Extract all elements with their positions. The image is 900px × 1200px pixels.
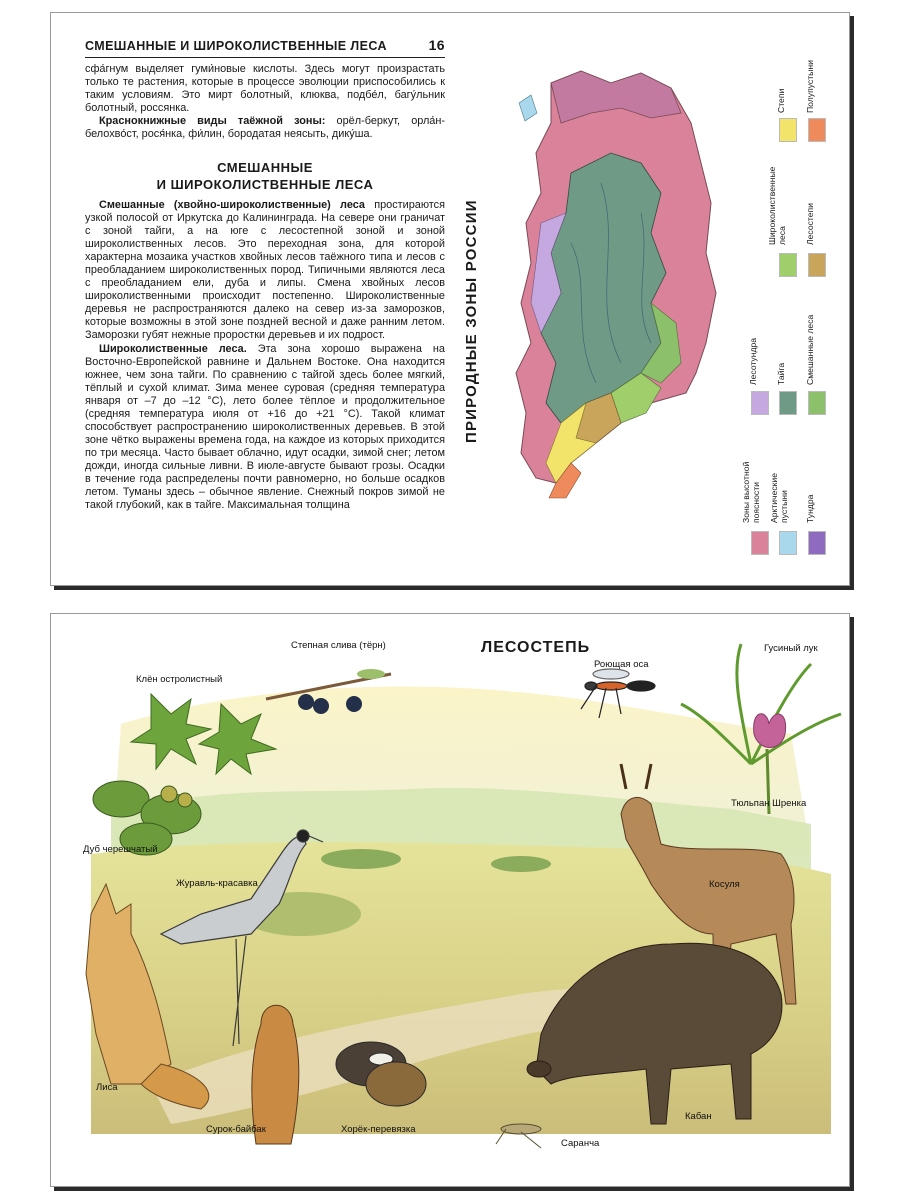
mixed-forests-text: простираются узкой полосой от Иркутска до Калининграда. На севере они граничат с зоной тайги, а на юге с лесостепной зоной и зоной широколиственных лесов. Это переходная зона, для которой характерна мозаика участков хвойных лесов таёжного типа и лесов с преобладанием широколиственных пород. Типичными являются леса с преобладанием ели, дуба и липы. Смена хвойных лесов широколиственными происходит постепенно. Широколиственные деревья не распространяются далеко на север из-за заморозков, которые возможны в этой зоне поздней весной и даже ранним летом. Заморозки губят нежные проростки деревьев и их подрост. (85, 199, 445, 342)
label-marmot: Сурок-байбак (206, 1124, 266, 1135)
broadleaf-forests-label: Широколиственные леса. (99, 342, 247, 355)
book-page-forest-steppe (50, 613, 850, 1187)
label-tulip: Тюльпан Шренка (731, 798, 807, 809)
legend-label-broadleaf: Широколиственные леса (767, 166, 787, 245)
label-plum: Степная слива (тёрн) (291, 640, 386, 651)
running-head-title: СМЕШАННЫЕ И ШИРОКОЛИСТВЕННЫЕ ЛЕСА (85, 39, 387, 53)
legend-label-arctic: Арктические пустыни (769, 473, 789, 523)
legend-swatch-arctic (779, 531, 797, 555)
legend-label-mountain: Зоны высотной поясности (741, 461, 761, 523)
label-oak: Дуб черешчатый (83, 844, 158, 855)
label-polecat: Хорёк-перевязка (341, 1124, 416, 1135)
legend-label-forest-tundra: Лесотундра (748, 337, 758, 385)
legend-swatch-semidesert (808, 118, 826, 142)
legend-swatch-broadleaf (779, 253, 797, 277)
legend-label-steppe: Степи (776, 88, 786, 113)
label-locust: Саранча (561, 1138, 600, 1149)
legend-swatch-mixed (808, 391, 826, 415)
distant-tree-clump (491, 856, 551, 872)
distant-tree-clump (321, 849, 401, 869)
paragraph-sphagnum: сфа́гнум выделяет гуми́новые кислоты. Здесь могут произрастать только те растения, которые в процессе эволюции приспособились к таким условиям. Это мирт болотный, клюква, подбе́л, багу́льник болотный, россянка. (85, 63, 445, 115)
locust (496, 1124, 541, 1148)
section-title-line2: И ШИРОКОЛИСТВЕННЫЕ ЛЕСА (156, 177, 374, 192)
legend-label-taiga: Тайга (776, 362, 786, 385)
legend-swatch-steppe (779, 118, 797, 142)
legend-swatch-mountain (751, 531, 769, 555)
label-roe: Косуля (709, 879, 740, 890)
map-legend (51, 13, 849, 585)
label-boar: Кабан (685, 1111, 712, 1122)
page-title: ЛЕСОСТЕПЬ (481, 639, 591, 656)
redbook-text: орёл-беркут, орла́н-белохво́ст, рося́нка, фи́лин, бородатая неясыть, дику́ша. (85, 115, 445, 141)
section-title-line1: СМЕШАННЫЕ (217, 160, 313, 175)
legend-swatch-forest-steppe (808, 253, 826, 277)
legend-label-semidesert: Полупустыни (805, 60, 815, 113)
label-maple: Клён остролистный (136, 674, 223, 685)
redbook-label: Краснокнижные виды таёжной зоны: (99, 115, 326, 128)
map-title-text: ПРИРОДНЫЕ ЗОНЫ РОССИИ (463, 199, 480, 443)
legend-label-mixed: Смешанные леса (805, 314, 815, 385)
book-page-16 (50, 12, 850, 586)
label-onion: Гусиный лук (764, 643, 818, 654)
legend-label-forest-steppe: Лесостепи (805, 203, 815, 245)
label-fox: Лиса (96, 1082, 118, 1093)
label-crane: Журавль-красавка (176, 878, 258, 889)
page-number: 16 (428, 37, 445, 53)
legend-swatch-forest-tundra (751, 391, 769, 415)
broadleaf-forests-text: Эта зона хорошо выражена на Восточно-Европейской равнине и Дальнем Востоке. Она находится южнее, чем зона тайги. По сравнению с тайгой здесь более мягкий, тёплый и сухой климат. Зима менее суровая (средняя температура января от –7 до –12 °С), лето более тёплое и продолжительное (средняя температура июля от +16 до +21 °С). Такой климат способствует распространению широколиственных деревьев. В этой зоне чётко выражены времена года, на каждое из которых приходится по три месяца. Часто бывает облачно, идут осадки, зимой снег; летом дожди, иногда сильные ливни. В июле-августе бывают грозы. Осадки в течение года распределены почти равномерно, но больше осадков летом. Туманы здесь – обычное явление. Снежный покров зимой не такой глубокий, как в тайге. Максимальная толщина (85, 342, 445, 512)
legend-swatch-tundra (808, 531, 826, 555)
mixed-forests-label: Смешанные (хвойно-широколиственные) леса (99, 199, 365, 211)
legend-swatch-taiga (779, 391, 797, 415)
label-wasp: Роющая оса (594, 659, 649, 670)
forest-steppe-illustration (51, 614, 849, 1186)
legend-label-tundra: Тундра (805, 494, 815, 523)
